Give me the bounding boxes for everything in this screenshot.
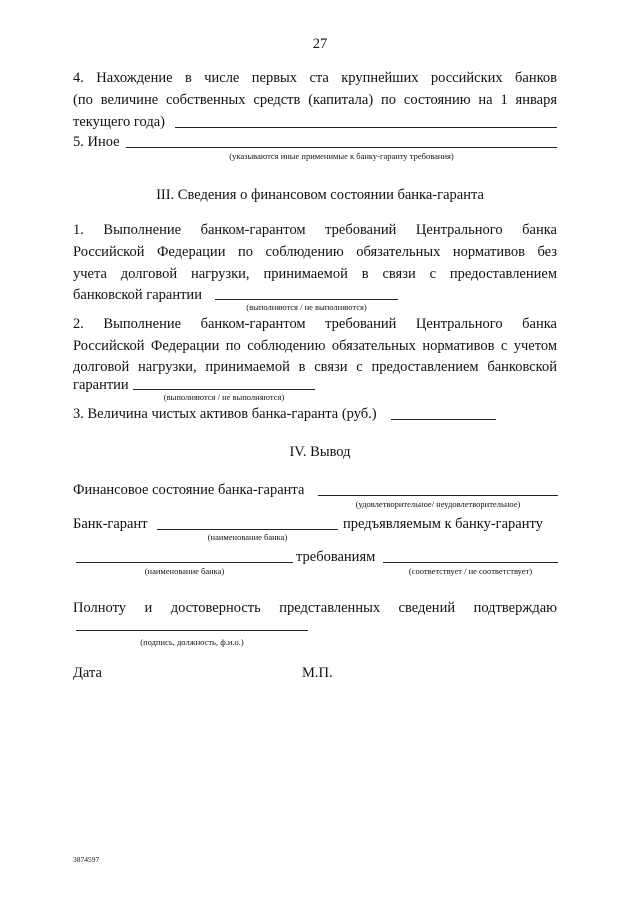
s3-item1-hint: (выполняются / не выполняются) [246, 302, 367, 312]
s3-item1-line3: учета долговой нагрузки, принимаемой в связи с предоставлением [73, 266, 557, 282]
item4-line2: (по величине собственных средств (капитала) по состоянию на 1 января [73, 92, 557, 108]
req-label: требованиям [296, 549, 376, 565]
confirmation-text: Полноту и достоверность представленных сведений подтверждаю [73, 600, 557, 616]
signature-fill-line[interactable] [76, 630, 308, 631]
req-bank-fill-line[interactable] [76, 562, 293, 563]
s3-item2-line1: 2. Выполнение банком-гарантом требований Центрального банка [73, 316, 557, 332]
stamp-label: М.П. [302, 665, 333, 681]
s3-item2-fill-line[interactable] [133, 389, 315, 390]
item5-label: 5. Иное [73, 134, 120, 150]
s3-item2-hint: (выполняются / не выполняются) [163, 392, 285, 402]
section4-title: IV. Вывод [289, 444, 351, 460]
signature-hint: (подпись, должность, ф.и.о.) [140, 637, 244, 647]
s3-item1-line4: банковской гарантии [73, 287, 202, 303]
req-bank-hint: (наименование банка) [144, 566, 225, 576]
section3-title: III. Сведения о финансовом состоянии банка-гаранта [156, 187, 484, 203]
page-number: 27 [312, 36, 328, 52]
s3-item2-line4: гарантии [73, 377, 129, 393]
fin-state-label: Финансовое состояние банка-гаранта [73, 482, 305, 498]
bank-suffix: предъявляемым к банку-гаранту [343, 516, 543, 532]
s3-item1-line1: 1. Выполнение банком-гарантом требований Центрального банка [73, 222, 557, 238]
req-hint: (соответствует / не соответствует) [408, 566, 533, 576]
bank-name-fill-line[interactable] [157, 529, 338, 530]
item4-line3: текущего года) [73, 114, 165, 130]
item5-fill-line[interactable] [126, 147, 557, 148]
date-label: Дата [73, 665, 102, 681]
document-number: 3874597 [73, 855, 100, 864]
s3-item3-fill-line[interactable] [391, 419, 496, 420]
fin-state-fill-line[interactable] [318, 495, 558, 496]
item4-fill-line[interactable] [175, 127, 557, 128]
bank-hint: (наименование банка) [207, 532, 288, 542]
req-fill-line[interactable] [383, 562, 558, 563]
item4-line1: 4. Нахождение в числе первых ста крупнейших российских банков [73, 70, 557, 86]
fin-state-hint: (удовлетворительное/ неудовлетворительное) [355, 499, 521, 509]
s3-item3-label: 3. Величина чистых активов банка-гаранта (руб.) [73, 406, 377, 422]
s3-item2-line2: Российской Федерации по соблюдению обязательных нормативов с учетом [73, 338, 557, 354]
item5-hint: (указываются иные применимые к банку-гаранту требования) [229, 151, 454, 161]
bank-label: Банк-гарант [73, 516, 148, 532]
s3-item1-line2: Российской Федерации по соблюдению обязательных нормативов без [73, 244, 557, 260]
s3-item2-line3: долговой нагрузки, принимаемой в связи с предоставлением банковской [73, 359, 557, 375]
s3-item1-fill-line[interactable] [215, 299, 398, 300]
